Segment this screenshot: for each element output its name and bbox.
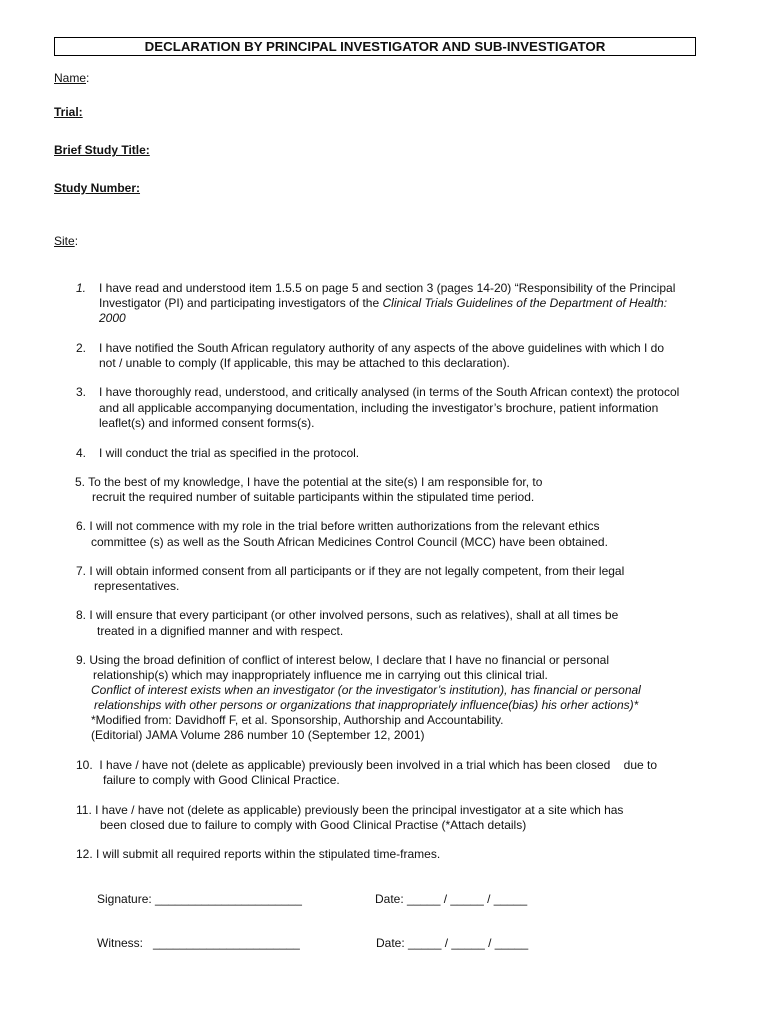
item-text-line: 6. I will not commence with my role in the trial before written authorizations from the relevant ethics bbox=[76, 519, 600, 533]
item-text-line bbox=[99, 296, 667, 310]
item-text-line: 10. I have / have not (delete as applicable) previously been involved in a trial which has been closed due to bbox=[76, 758, 658, 772]
item-text-line: failure to comply with Good Clinical Practice. bbox=[103, 773, 340, 787]
conflict-definition-line: relationships with other persons or organizations that inappropriately influence(bias) his orher actions)* bbox=[94, 698, 639, 712]
site-field bbox=[54, 234, 78, 248]
item-text-line: I have thoroughly read, understood, and critically analysed (in terms of the South African context) the protocol bbox=[99, 385, 680, 399]
citation-line: (Editorial) JAMA Volume 286 number 10 (September 12, 2001) bbox=[91, 728, 425, 742]
trial-label: Trial: bbox=[54, 105, 83, 119]
item-text-line: I have notified the South African regulatory authority of any aspects of the above guidelines with which I do bbox=[99, 341, 665, 355]
item-text-line: leaflet(s) and informed consent forms(s). bbox=[99, 416, 315, 430]
site-colon: : bbox=[74, 234, 79, 248]
item-number: 2. bbox=[76, 341, 87, 355]
item-number: 1. bbox=[76, 281, 87, 295]
witness-date-field[interactable]: Date: _____ / _____ / _____ bbox=[376, 936, 529, 950]
item-text-line: I will conduct the trial as specified in the protocol. bbox=[99, 446, 360, 460]
conflict-definition-line: Conflict of interest exists when an investigator (or the investigator’s institution), has financial or personal bbox=[91, 683, 641, 697]
item-text-line: been closed due to failure to comply with Good Clinical Practise (*Attach details) bbox=[100, 818, 527, 832]
item-number: 4. bbox=[76, 446, 87, 460]
item-text-line: 8. I will ensure that every participant (or other involved persons, such as relatives), shall at all times be bbox=[76, 608, 619, 622]
name-label: Name bbox=[54, 71, 87, 85]
item-text-line: recruit the required number of suitable participants within the stipulated time period. bbox=[92, 490, 535, 504]
item-text-line: committee (s) as well as the South African Medicines Control Council (MCC) have been obtained. bbox=[91, 535, 608, 549]
item-text-line: treated in a dignified manner and with respect. bbox=[97, 624, 344, 638]
page-title: DECLARATION BY PRINCIPAL INVESTIGATOR AND SUB-INVESTIGATOR bbox=[54, 37, 696, 56]
item-text-line: and all applicable accompanying documentation, including the investigator’s brochure, patient information bbox=[99, 401, 659, 415]
citation-line: *Modified from: Davidhoff F, et al. Sponsorship, Authorship and Accountability. bbox=[91, 713, 504, 727]
brief-study-title-label: Brief Study Title: bbox=[54, 143, 150, 157]
item-text-line: 9. Using the broad definition of conflict of interest below, I declare that I have no financial or personal bbox=[76, 653, 609, 667]
signature-line[interactable]: Signature: ______________________ bbox=[97, 892, 302, 906]
name-colon: : bbox=[86, 71, 90, 85]
site-label: Site bbox=[54, 234, 75, 248]
item-text-line: I have read and understood item 1.5.5 on page 5 and section 3 (pages 14-20) “Responsibility of the Principal bbox=[99, 281, 676, 295]
item-text-line: 12. I will submit all required reports within the stipulated time-frames. bbox=[76, 847, 441, 861]
witness-line[interactable]: Witness: ______________________ bbox=[97, 936, 300, 950]
signature-date-field[interactable]: Date: _____ / _____ / _____ bbox=[375, 892, 528, 906]
item-text-line: 5. To the best of my knowledge, I have the potential at the site(s) I am responsible for, to bbox=[75, 475, 543, 489]
item-text-line: 2000 bbox=[99, 311, 126, 325]
name-field bbox=[54, 71, 89, 85]
item-text-segment: Investigator (PI) and participating investigators of the bbox=[99, 296, 383, 310]
item-text-line: 11. I have / have not (delete as applicable) previously been the principal investigator at a site which has bbox=[76, 803, 624, 817]
item-number: 3. bbox=[76, 385, 87, 399]
item-text-line: 7. I will obtain informed consent from all participants or if they are not legally competent, from their legal bbox=[76, 564, 625, 578]
item-text-line: relationship(s) which may inappropriately influence me in carrying out this clinical trial. bbox=[93, 668, 548, 682]
item-text-line: not / unable to comply (If applicable, this may be attached to this declaration). bbox=[99, 356, 510, 370]
item-text-line: representatives. bbox=[94, 579, 180, 593]
study-number-label: Study Number: bbox=[54, 181, 141, 195]
guidelines-title: Clinical Trials Guidelines of the Department of Health: bbox=[382, 296, 668, 310]
